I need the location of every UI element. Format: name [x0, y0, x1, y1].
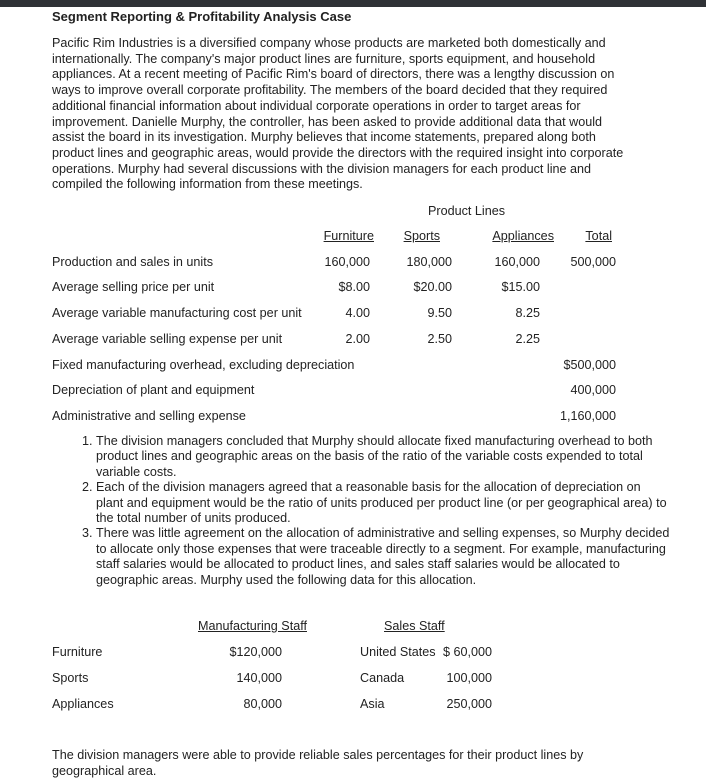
row-label: Fixed manufacturing overhead, excluding depreciation — [52, 358, 355, 372]
cell-value: $15.00 — [501, 280, 540, 294]
cell-value: 9.50 — [427, 306, 452, 320]
sales-staff-value: 250,000 — [446, 697, 492, 711]
cell-value: 180,000 — [406, 255, 452, 269]
col-header-appliances: Appliances — [492, 229, 554, 243]
col-header-sports: Sports — [403, 229, 440, 243]
cell-value: 2.25 — [515, 332, 540, 346]
closing-paragraph: The division managers were able to provide reliable sales percentages for their product lines by geographical area. — [52, 748, 584, 778]
list-item: 3. There was little agreement on the allocation of administrative and selling expenses, so Murphy decided to allocate only those expenses that were traceable directly to a segment. For example, manufacturing staff salaries would be allocated to product lines, and sales staff salaries would be allocated to geographic areas. Murphy used the following data for this allocation. — [96, 526, 671, 588]
row-label: Administrative and selling expense — [52, 409, 246, 423]
row-label: Average variable manufacturing cost per unit — [52, 306, 302, 320]
cell-value: $20.00 — [413, 280, 452, 294]
top-bar — [0, 0, 706, 7]
row-label: Average variable selling expense per unit — [52, 332, 283, 346]
allocation-notes-list — [52, 434, 671, 588]
cell-value: 400,000 — [570, 383, 616, 397]
row-label: Appliances — [52, 697, 114, 711]
cell-value: 160,000 — [324, 255, 370, 269]
manufacturing-staff-header: Manufacturing Staff — [198, 619, 307, 633]
cell-value: 160,000 — [494, 255, 540, 269]
cell-value: 1,160,000 — [559, 409, 616, 423]
list-item: 1. The division managers concluded that Murphy should allocate fixed manufacturing overhead to both product lines and geographic areas on the basis of the ratio of the variable costs expended to total variable costs. — [96, 434, 671, 480]
cell-value: 500,000 — [570, 255, 616, 269]
row-label: Production and sales in units — [52, 255, 214, 269]
manufacturing-staff-value: 80,000 — [243, 697, 282, 711]
sales-staff-header: Sales Staff — [384, 619, 445, 633]
region-label: Asia — [360, 697, 385, 711]
col-header-furniture: Furniture — [323, 229, 374, 243]
col-header-total: Total — [585, 229, 612, 243]
sales-staff-value: $ 60,000 — [442, 645, 492, 659]
document-title: Segment Reporting & Profitability Analysis Case — [52, 9, 352, 24]
row-label: Depreciation of plant and equipment — [52, 383, 255, 397]
list-item: 2. Each of the division managers agreed that a reasonable basis for the allocation of depreciation on plant and equipment would be the ratio of units produced per product line (or per geographical area) to the total number of units produced. — [96, 480, 671, 526]
sales-staff-value: 100,000 — [446, 671, 492, 685]
manufacturing-staff-value: $120,000 — [229, 645, 282, 659]
row-label: Average selling price per unit — [52, 280, 215, 294]
row-label: Sports — [52, 671, 89, 685]
cell-value: $500,000 — [563, 358, 616, 372]
cell-value: 2.50 — [427, 332, 452, 346]
region-label: United States — [360, 645, 436, 659]
group-header: Product Lines — [428, 204, 506, 218]
intro-paragraph: Pacific Rim Industries is a diversified company whose products are marketed both domestically and internationally. The company's major product lines are furniture, sports equipment, and household appliances. At a recent meeting of Pacific Rim's board of directors, there was a lengthy discussion on ways to improve overall corporate profitability. The members of the board decided that they required additional financial information about individual corporate operations in order to target areas for improvement. Danielle Murphy, the controller, has been asked to provide additional data that would assist the board in its investigation. Murphy believes that income statements, prepared along both product lines and geographic areas, would provide the directors with the required insight into corporate operations. Murphy had several discussions with the division managers for each product line and compiled the following information from these meetings. — [52, 36, 624, 192]
region-label: Canada — [360, 671, 405, 685]
row-label: Furniture — [52, 645, 103, 659]
cell-value: $8.00 — [338, 280, 370, 294]
cell-value: 2.00 — [345, 332, 370, 346]
manufacturing-staff-value: 140,000 — [236, 671, 282, 685]
cell-value: 4.00 — [345, 306, 370, 320]
cell-value: 8.25 — [515, 306, 540, 320]
